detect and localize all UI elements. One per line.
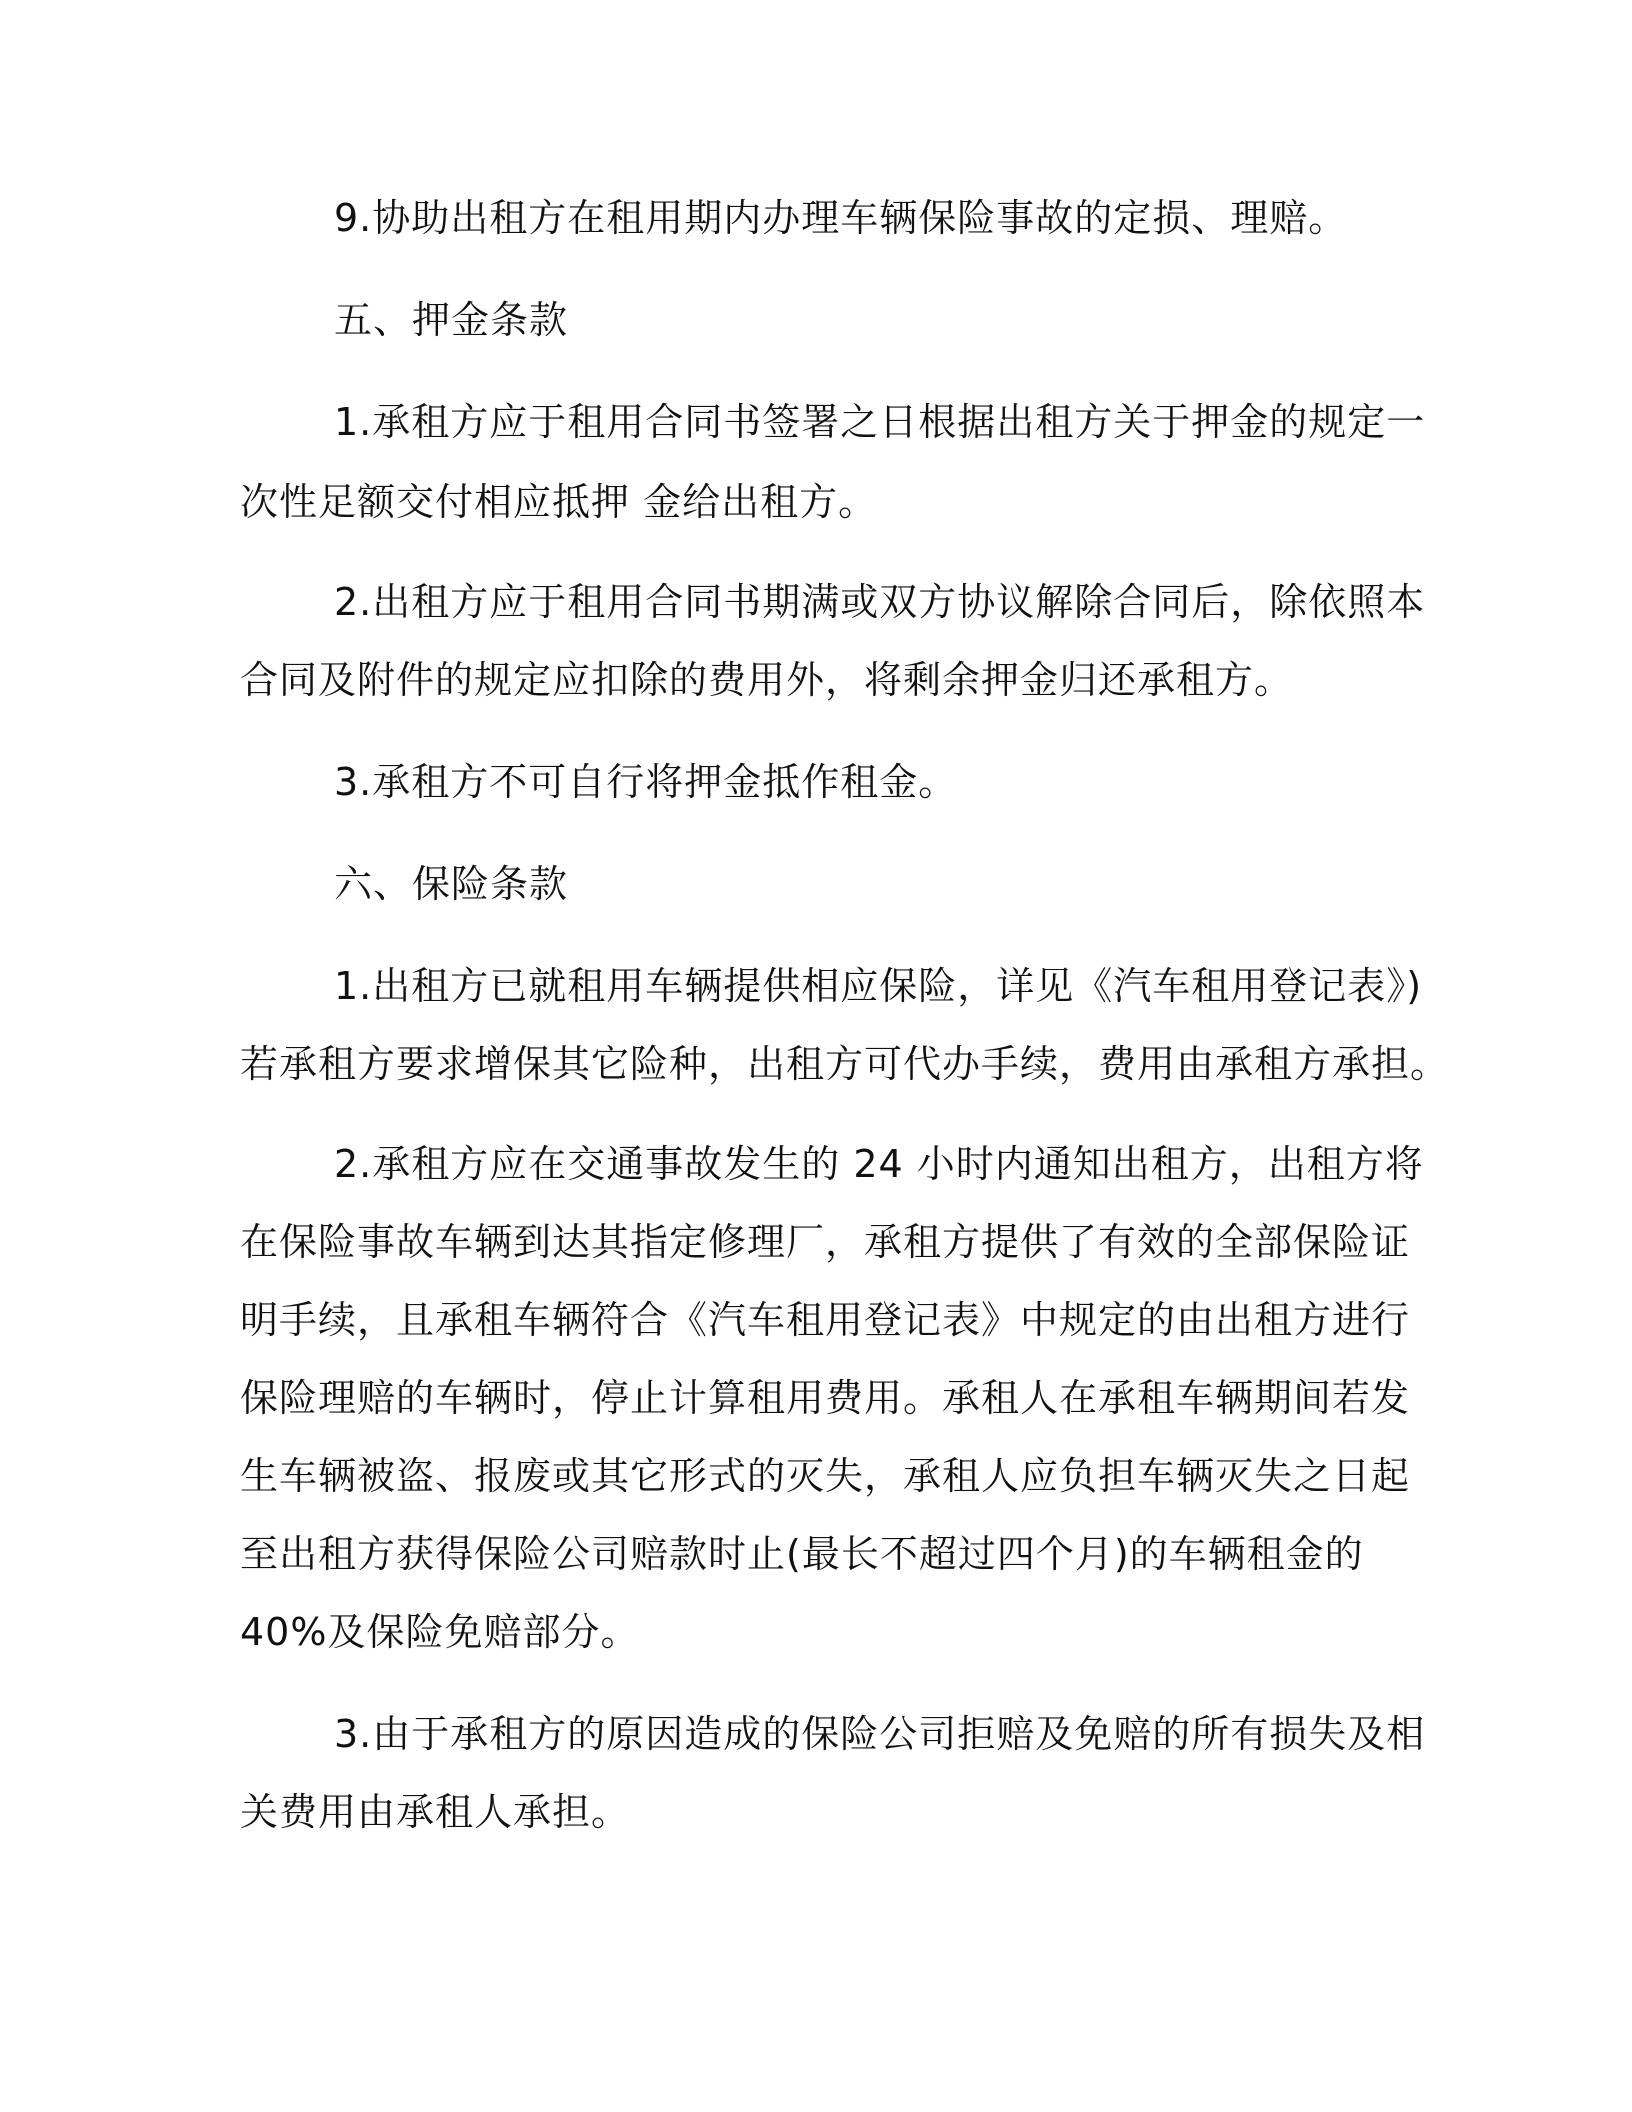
section-heading-deposit: 五、押金条款 bbox=[334, 298, 569, 342]
paragraph-line-insurance-2c: 明手续，且承租车辆符合《汽车租用登记表》中规定的由出租方进行 bbox=[240, 1298, 1411, 1342]
paragraph-line-insurance-1a: 1.出租方已就租用车辆提供相应保险，详见《汽车租用登记表》) bbox=[334, 964, 1423, 1008]
paragraph-line-insurance-3a: 3.由于承租方的原因造成的保险公司拒赔及免赔的所有损失及相 bbox=[334, 1712, 1426, 1756]
paragraph-line-insurance-3b: 关费用由承租人承担。 bbox=[240, 1790, 631, 1834]
paragraph-line-insurance-2e: 生车辆被盗、报废或其它形式的灭失，承租人应负担车辆灭失之日起 bbox=[240, 1454, 1411, 1498]
paragraph-line-insurance-2g: 40%及保险免赔部分。 bbox=[240, 1610, 640, 1654]
paragraph-line-insurance-2a: 2.承租方应在交通事故发生的 24 小时内通知出租方，出租方将 bbox=[334, 1142, 1424, 1186]
paragraph-line-deposit-1b: 次性足额交付相应抵押 金给出租方。 bbox=[240, 480, 878, 524]
section-heading-insurance: 六、保险条款 bbox=[334, 862, 569, 906]
paragraph-line-deposit-3: 3.承租方不可自行将押金抵作租金。 bbox=[334, 760, 958, 804]
paragraph-line-insurance-2f: 至出租方获得保险公司赔款时止(最长不超过四个月)的车辆租金的 bbox=[240, 1532, 1364, 1576]
paragraph-line-deposit-clause-9: 9.协助出租方在租用期内办理车辆保险事故的定损、理赔。 bbox=[334, 196, 1348, 240]
paragraph-line-insurance-1b: 若承租方要求增保其它险种，出租方可代办手续，费用由承租方承担。 bbox=[240, 1042, 1450, 1086]
paragraph-line-deposit-2b: 合同及附件的规定应扣除的费用外，将剩余押金归还承租方。 bbox=[240, 658, 1294, 702]
paragraph-line-insurance-2d: 保险理赔的车辆时，停止计算租用费用。承租人在承租车辆期间若发 bbox=[240, 1376, 1411, 1420]
paragraph-line-deposit-2a: 2.出租方应于租用合同书期满或双方协议解除合同后，除依照本 bbox=[334, 580, 1426, 624]
paragraph-line-deposit-1a: 1.承租方应于租用合同书签署之日根据出租方关于押金的规定一 bbox=[334, 400, 1426, 444]
paragraph-line-insurance-2b: 在保险事故车辆到达其指定修理厂，承租方提供了有效的全部保险证 bbox=[240, 1220, 1411, 1264]
